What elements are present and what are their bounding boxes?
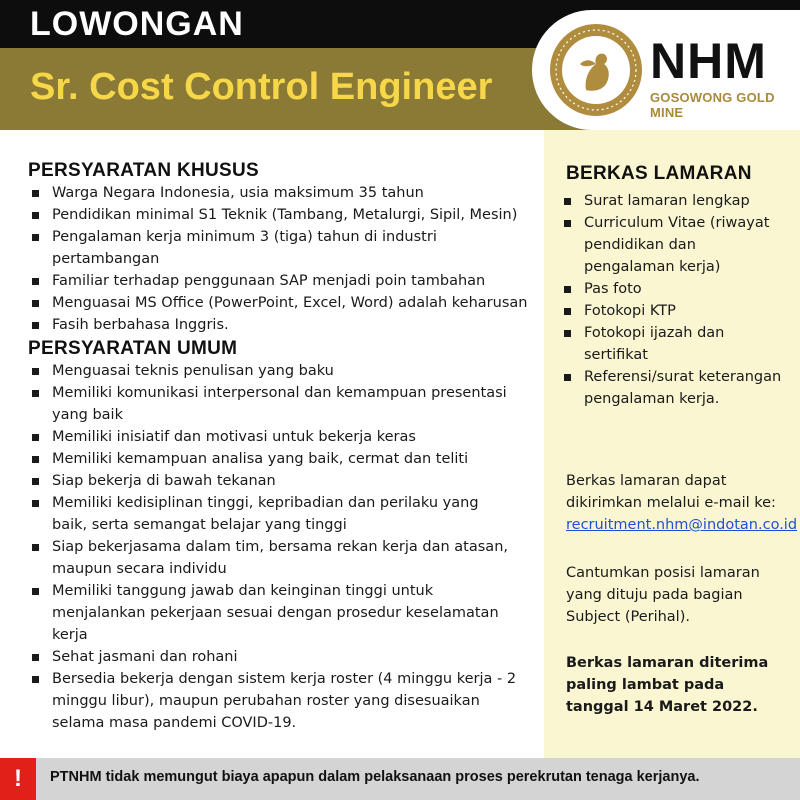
document-item: Fotokopi KTP [560, 300, 784, 322]
special-requirements-title: PERSYARATAN KHUSUS [28, 160, 259, 181]
subject-note: Cantumkan posisi lamaran yang dituju pada bagian Subject (Perihal). [566, 565, 760, 625]
bird-emblem-icon [550, 24, 642, 116]
documents-title: BERKAS LAMARAN [566, 163, 752, 184]
special-requirement-item: Fasih berbahasa Inggris. [28, 314, 533, 336]
general-requirement-item: Memiliki tanggung jawab dan keinginan tinggi untuk menjalankan pekerjaan sesuai dengan prosedur keselamatan kerja [28, 580, 518, 646]
general-requirement-item: Menguasai teknis penulisan yang baku [28, 360, 518, 382]
general-requirements-title: PERSYARATAN UMUM [28, 338, 238, 359]
general-requirement-item: Sehat jasmani dan rohani [28, 646, 518, 668]
special-requirement-item: Menguasai MS Office (PowerPoint, Excel, Word) adalah keharusan [28, 292, 533, 314]
alert-icon: ! [0, 758, 36, 800]
documents-list [560, 190, 784, 410]
footer-notice-bar [0, 758, 800, 800]
general-requirement-item: Siap bekerja di bawah tekanan [28, 470, 518, 492]
document-item: Surat lamaran lengkap [560, 190, 784, 212]
email-instruction [566, 470, 798, 536]
special-requirement-item: Pengalaman kerja minimum 3 (tiga) tahun di industri pertambangan [28, 226, 533, 270]
general-requirement-item: Memiliki kemampuan analisa yang baik, cermat dan teliti [28, 448, 518, 470]
deadline-note: Berkas lamaran diterima paling lambat pada tanggal 14 Maret 2022. [566, 655, 769, 715]
vacancy-label: LOWONGAN [30, 5, 244, 43]
special-requirement-item: Warga Negara Indonesia, usia maksimum 35 tahun [28, 182, 533, 204]
no-fee-notice: PTNHM tidak memungut biaya apapun dalam pelaksanaan proses perekrutan tenaga kerjanya. [50, 769, 700, 785]
job-title: Sr. Cost Control Engineer [30, 66, 493, 108]
brand-tagline: GOSOWONG GOLD MINE [650, 90, 775, 120]
special-requirement-item: Familiar terhadap penggunaan SAP menjadi poin tambahan [28, 270, 533, 292]
company-seal-logo [550, 24, 642, 116]
general-requirement-item: Memiliki kedisiplinan tinggi, kepribadian dan perilaku yang baik, serta semangat belajar yang tinggi [28, 492, 518, 536]
special-requirements-list [28, 182, 533, 336]
recruitment-email-link[interactable]: recruitment.nhm@indotan.co.id [566, 517, 798, 533]
document-item: Curriculum Vitae (riwayat pendidikan dan pengalaman kerja) [560, 212, 784, 278]
general-requirement-item: Siap bekerjasama dalam tim, bersama rekan kerja dan atasan, maupun secara individu [28, 536, 518, 580]
logo-panel [532, 10, 800, 130]
document-item: Pas foto [560, 278, 784, 300]
general-requirements-list [28, 360, 518, 734]
general-requirement-item: Bersedia bekerja dengan sistem kerja roster (4 minggu kerja - 2 minggu libur), maupun perubahan roster yang disesuaikan selama masa pandemi COVID-19. [28, 668, 518, 734]
document-item: Fotokopi ijazah dan sertifikat [560, 322, 784, 366]
general-requirement-item: Memiliki inisiatif dan motivasi untuk bekerja keras [28, 426, 518, 448]
brand-name: NHM [650, 33, 767, 89]
document-item: Referensi/surat keterangan pengalaman kerja. [560, 366, 784, 410]
email-instruction-text: Berkas lamaran dapat dikirimkan melalui e-mail ke: [566, 473, 776, 511]
general-requirement-item: Memiliki komunikasi interpersonal dan kemampuan presentasi yang baik [28, 382, 518, 426]
special-requirement-item: Pendidikan minimal S1 Teknik (Tambang, Metalurgi, Sipil, Mesin) [28, 204, 533, 226]
